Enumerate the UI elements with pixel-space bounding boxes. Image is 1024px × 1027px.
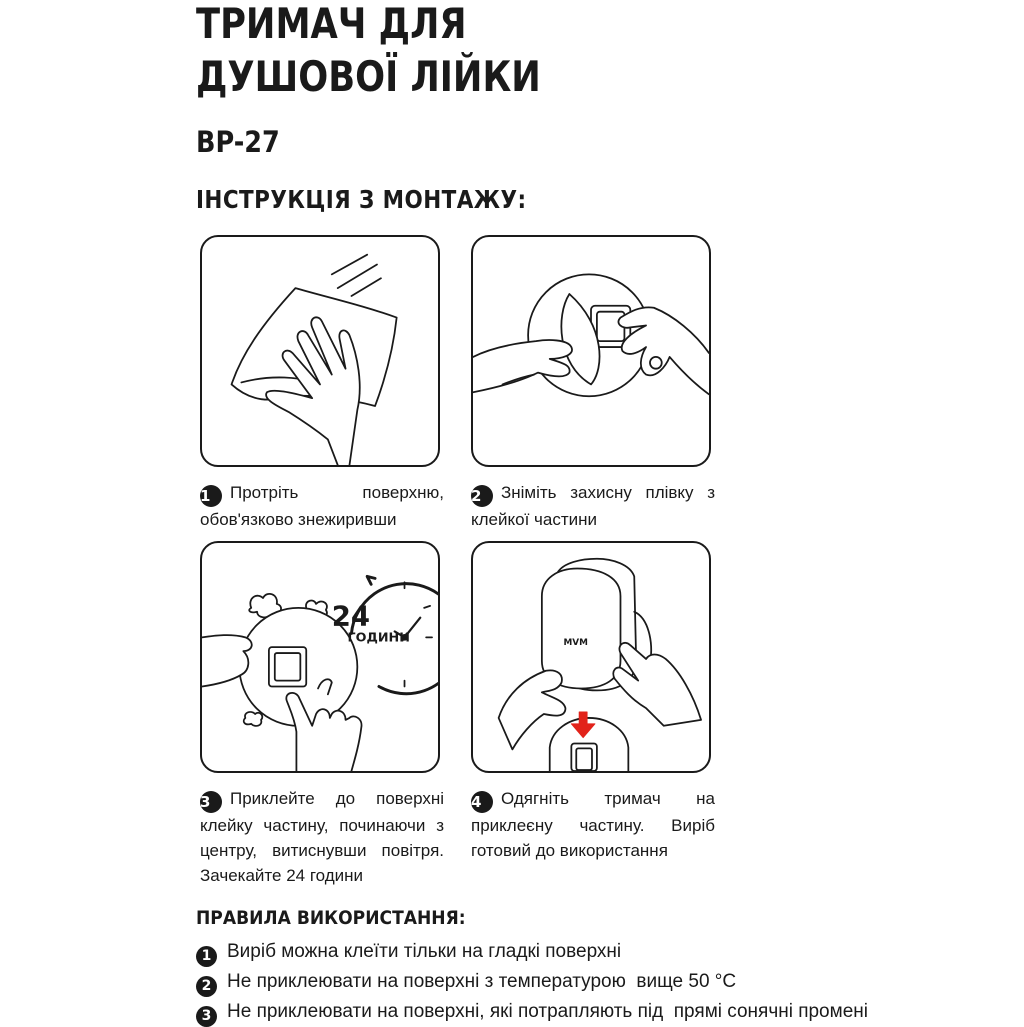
title-line-2: ДУШОВОЇ ЛІЙКИ [196, 52, 541, 101]
rule-item-1 [196, 939, 621, 967]
brand-logo: MVM [563, 638, 588, 649]
step-1-number: 1 [200, 485, 222, 507]
step-4-illustration [471, 541, 711, 773]
step-3-description: Приклейте до поверхні клейку частину, починаючи з центру, витиснувши повітря. Зачекайте 24 години [200, 789, 444, 885]
step-4-description: Одягніть тримач на приклеєну частину. Виріб готовий до використання [471, 789, 715, 860]
rule-3-text: Не приклеювати на поверхні, які потрапляють під прямі сонячні промені [227, 1001, 868, 1022]
step-3-text [200, 786, 444, 888]
step-1-text [200, 480, 444, 532]
step-2-text [471, 480, 715, 532]
step-4-text [471, 786, 715, 863]
rules-heading: ПРАВИЛА ВИКОРИСТАННЯ: [196, 907, 466, 929]
step-1-description: Протріть поверхню, обов'язково знежиривши [200, 483, 444, 529]
rule-2-text: Не приклеювати на поверхні з температурою вище 50 °С [227, 971, 737, 992]
install-heading: ІНСТРУКЦІЯ З МОНТАЖУ: [196, 185, 527, 214]
step-2-description: Зніміть захисну плівку з клейкої частини [471, 483, 715, 529]
press-adhesive-timer-icon [202, 543, 438, 771]
step-1-illustration [200, 235, 440, 467]
rule-2-number: 2 [196, 976, 217, 997]
rule-item-2 [196, 969, 736, 997]
title-line-1: ТРИМАЧ ДЛЯ [196, 0, 467, 48]
timer-number: 24 [331, 600, 371, 633]
timer-label: ГОДИНИ [347, 630, 410, 646]
model-number: BP-27 [196, 125, 280, 159]
step-3-number: 3 [200, 791, 222, 813]
rule-1-number: 1 [196, 946, 217, 967]
rule-3-number: 3 [196, 1006, 217, 1027]
rule-1-text: Виріб можна клеїти тільки на гладкі поверхні [227, 941, 622, 962]
mount-holder-icon [473, 543, 709, 771]
wiping-cloth-hand-icon [202, 237, 438, 465]
peel-film-hands-icon [473, 237, 709, 465]
step-2-illustration [471, 235, 711, 467]
step-3-illustration [200, 541, 440, 773]
step-2-number: 2 [471, 485, 493, 507]
rule-item-3 [196, 999, 868, 1027]
page-title [196, 0, 541, 103]
step-4-number: 4 [471, 791, 493, 813]
